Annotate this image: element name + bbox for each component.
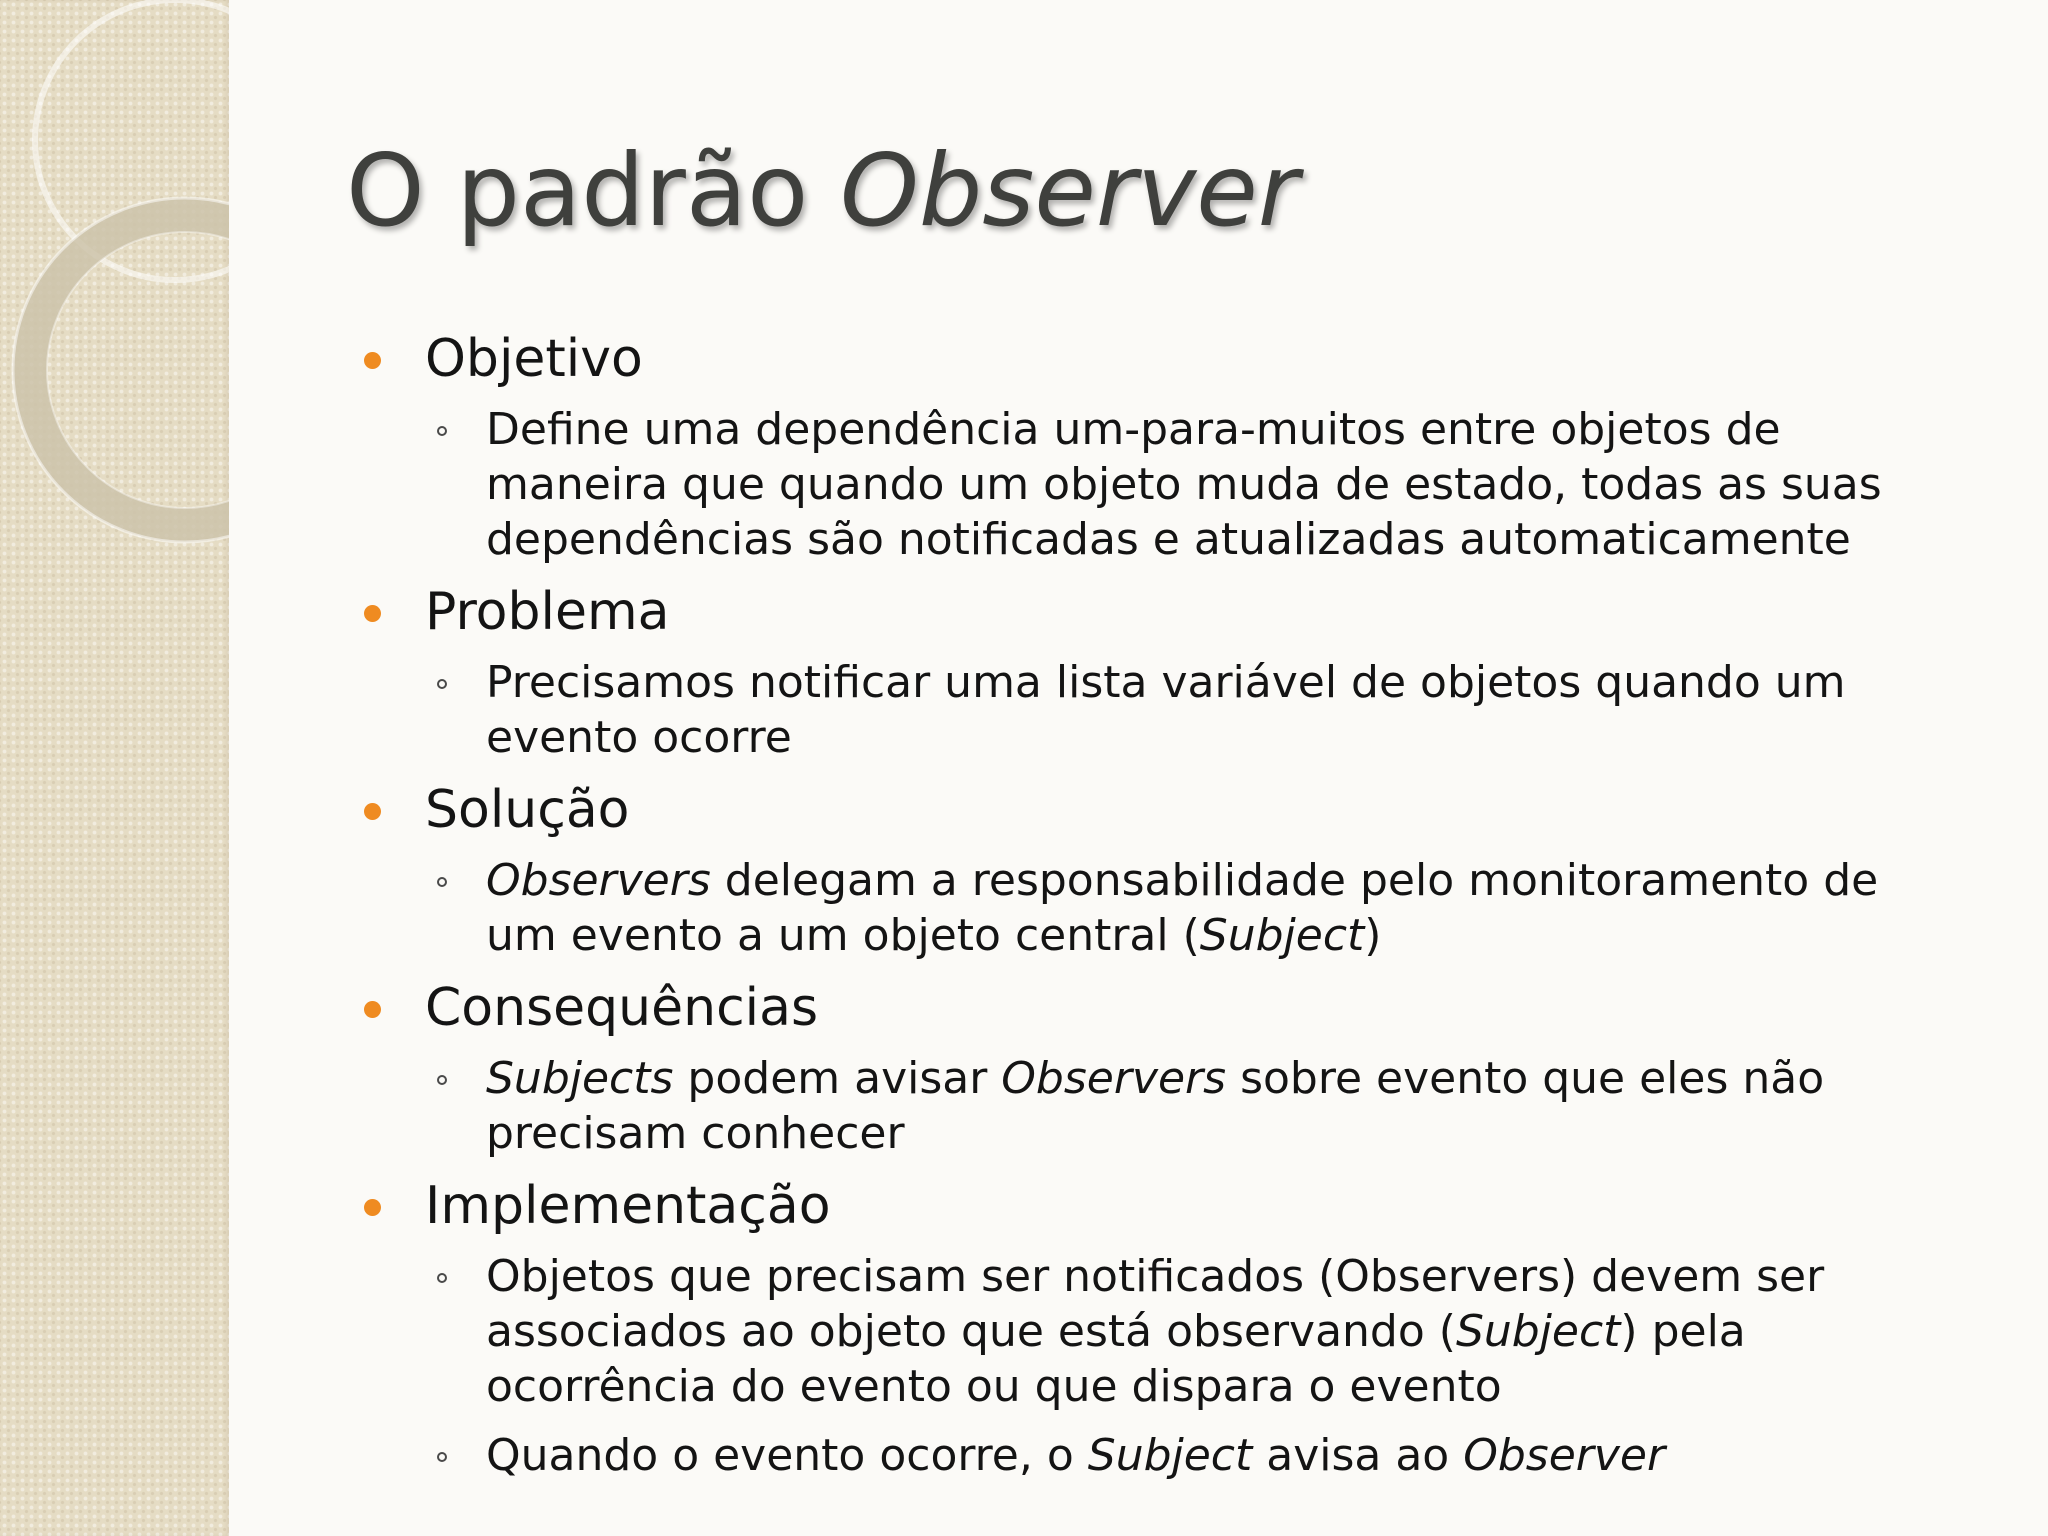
decorative-sidebar (0, 0, 229, 1536)
decorative-rings-icon (0, 0, 229, 1536)
sub-bullet: Observers delegam a responsabilidade pelo monitoramento de um evento a um objeto central (Subject) (229, 853, 2029, 963)
sub-bullet: Precisamos notificar uma lista variável de objetos quando um evento ocorre (229, 655, 2029, 765)
sub-bullet-ring-icon (437, 1452, 447, 1462)
sub-list-consequencias (229, 1051, 2029, 1161)
bullet-dot-icon (364, 1001, 381, 1018)
bullet-dot-icon (364, 605, 381, 622)
sub-list-problema (229, 655, 2029, 765)
bullet-dot-icon (364, 1199, 381, 1216)
sub-bullet: Objetos que precisam ser notificados (Observers) devem ser associados ao objeto que está observando (Subject) pela ocorrência do evento ou que dispara o evento (229, 1249, 2029, 1414)
sub-bullet: Subjects podem avisar Observers sobre evento que eles não precisam conhecer (229, 1051, 2029, 1161)
bullet-list (229, 326, 2029, 1495)
sub-bullet: Quando o evento ocorre, o Subject avisa ao Observer (229, 1428, 2029, 1483)
sub-bullet: Define uma dependência um-para-muitos entre objetos de maneira que quando um objeto muda de estado, todas as suas dependências são notificadas e atualizadas automaticamente (229, 402, 2029, 567)
bullet-problema: Problema (229, 579, 2029, 645)
bullet-solucao: Solução (229, 777, 2029, 843)
bullet-dot-icon (364, 803, 381, 820)
bullet-dot-icon (364, 352, 381, 369)
bullet-consequencias: Consequências (229, 975, 2029, 1041)
slide-content (229, 0, 2048, 1536)
sub-bullet-ring-icon (437, 679, 447, 689)
sub-bullet-ring-icon (437, 877, 447, 887)
sub-list-solucao (229, 853, 2029, 963)
sub-bullet-ring-icon (437, 1075, 447, 1085)
bullet-objetivo: Objetivo (229, 326, 2029, 392)
sub-list-implementacao (229, 1249, 2029, 1483)
sub-bullet-ring-icon (437, 1273, 447, 1283)
slide-title: O padrão Observer (346, 132, 1299, 249)
bullet-implementacao: Implementação (229, 1173, 2029, 1239)
sub-bullet-ring-icon (437, 426, 447, 436)
sub-list-objetivo (229, 402, 2029, 567)
